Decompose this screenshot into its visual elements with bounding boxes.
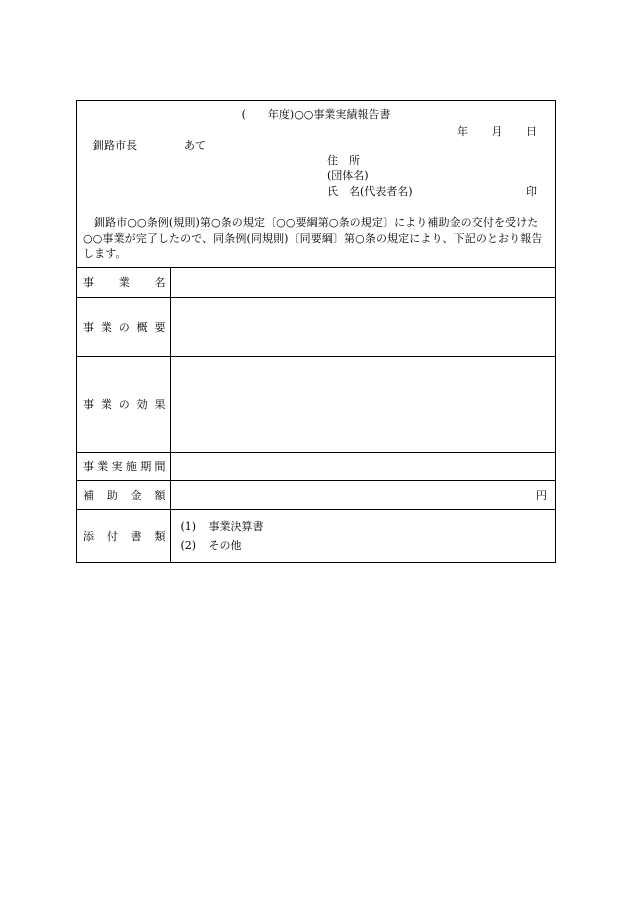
addressee-suffix: あて [184, 139, 206, 152]
name-label: 氏 名(代表者名) [327, 185, 413, 198]
date-year: 年 [457, 125, 468, 138]
form-title: ( 年度)○○事業実績報告書 [241, 108, 391, 121]
report-statement: 釧路市○○条例(規則)第○条の規定〔○○要綱第○条の規定〕により補助金の交付を受けた○○事業が完了したので、同条例(同規則)〔同要綱〕第○条の規定により、下記のとおり報告します。 [83, 216, 543, 260]
attachments-list [170, 509, 555, 562]
addressee-line [93, 139, 206, 153]
attachment-text: その他 [208, 538, 242, 552]
row-label-project-effect: 事業の効果 [77, 356, 170, 452]
attachment-number: (2) [180, 538, 197, 552]
addressee: 釧路市長 [93, 139, 137, 152]
row-label-attachments: 添付書類 [77, 509, 170, 562]
list-item [171, 517, 556, 536]
row-label-subsidy-amount: 補助金額 [77, 480, 170, 509]
subsidy-amount-field[interactable]: 円 [170, 480, 555, 509]
row-label-project-name: 事業名 [77, 268, 170, 297]
row-label-project-period: 事業実施期間 [77, 452, 170, 480]
list-item [171, 536, 556, 555]
seal-mark: 印 [526, 185, 537, 198]
project-summary-field[interactable] [170, 297, 555, 356]
date-day: 日 [526, 125, 537, 138]
table-row [77, 480, 555, 509]
form-header [77, 101, 555, 268]
project-effect-field[interactable] [170, 356, 555, 452]
project-name-field[interactable] [170, 268, 555, 297]
project-period-field[interactable] [170, 452, 555, 480]
attachment-text: 事業決算書 [208, 519, 264, 533]
table-row [77, 509, 555, 562]
row-label-project-summary: 事業の概要 [77, 297, 170, 356]
date-month: 月 [491, 125, 503, 138]
table-row [77, 297, 555, 356]
table-row [77, 452, 555, 480]
table-row [77, 268, 555, 297]
table-row [77, 356, 555, 452]
report-form [76, 100, 556, 563]
report-table [77, 268, 555, 562]
address-label: 住 所 [327, 154, 360, 167]
date-line [437, 125, 537, 139]
attachment-number: (1) [180, 519, 197, 533]
organization-label: (団体名) [327, 169, 369, 182]
